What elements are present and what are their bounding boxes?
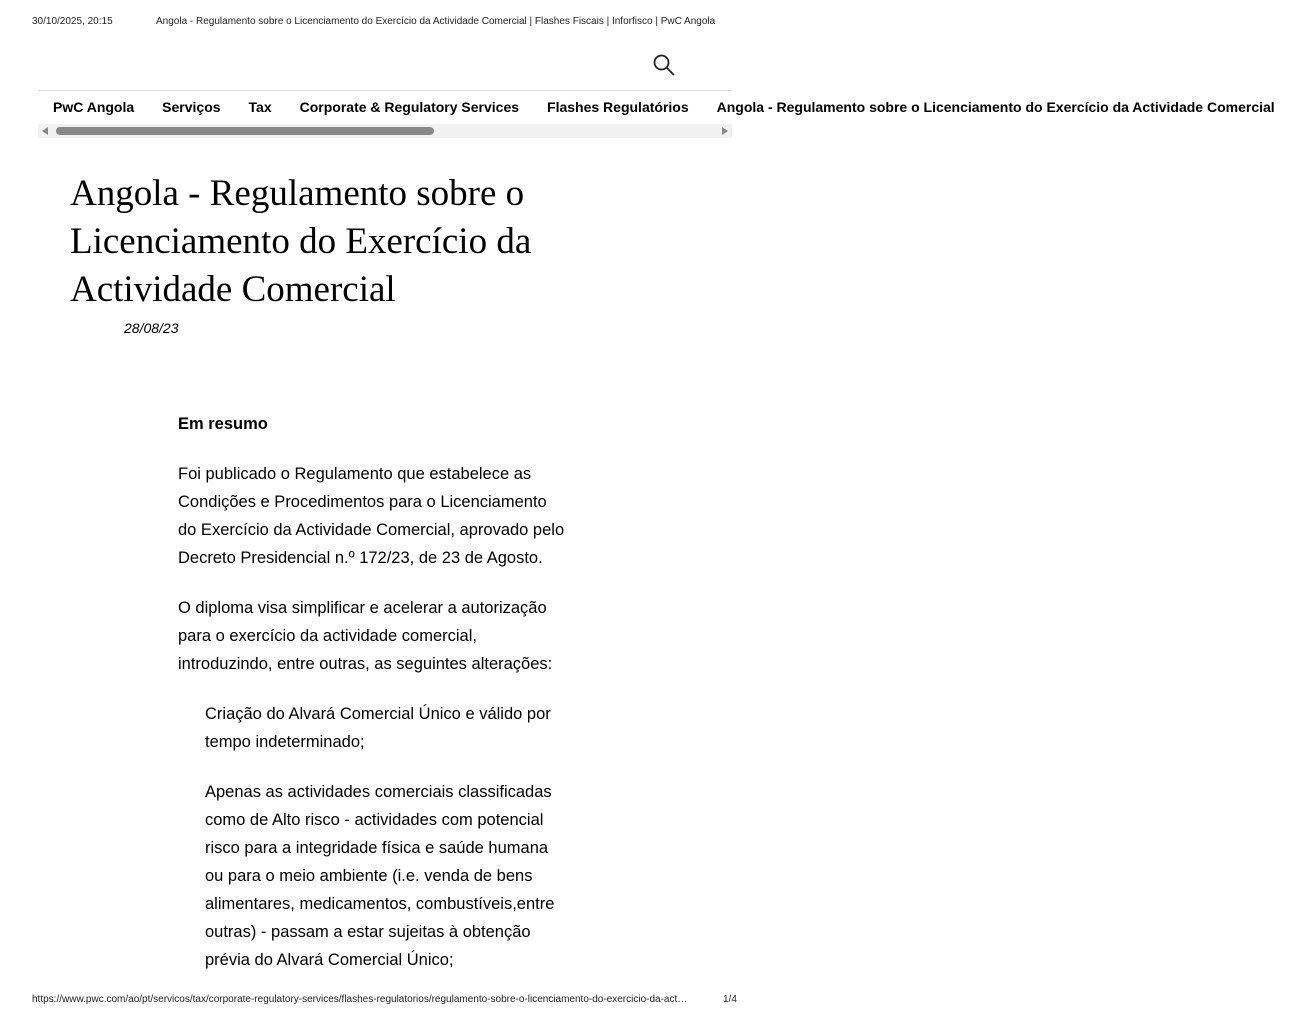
paragraph-line: Foi publicado o Regulamento que estabelece as (178, 465, 532, 483)
paragraph-2 (178, 594, 608, 678)
summary-heading: Em resumo (178, 415, 268, 433)
list-line: outras) - passam a estar sujeitas à obtenção (205, 923, 531, 941)
list-item-2 (205, 778, 608, 974)
print-timestamp: 30/10/2025, 20:15 (32, 16, 113, 27)
scroll-left-arrow-icon[interactable] (42, 127, 48, 135)
paragraph-line: O diploma visa simplificar e acelerar a autorização (178, 599, 547, 617)
paragraph-line: do Exercício da Actividade Comercial, aprovado pelo (178, 521, 565, 539)
nav-item-current-article[interactable]: Angola - Regulamento sobre o Licenciamento do Exercício da Actividade Comercial (716, 99, 1275, 115)
scroll-right-arrow-icon[interactable] (722, 127, 728, 135)
list-line: como de Alto risco - actividades com potencial (205, 811, 544, 829)
article-body (178, 410, 608, 996)
horizontal-scrollbar[interactable] (38, 124, 732, 138)
article-title: Angola - Regulamento sobre o Licenciamento do Exercício da Actividade Comercial (70, 173, 532, 310)
search-icon[interactable] (652, 53, 676, 77)
print-header (0, 16, 768, 32)
paragraph-line: para o exercício da actividade comercial, (178, 627, 477, 645)
print-page-title: Angola - Regulamento sobre o Licenciamento do Exercício da Actividade Comercial | Flashes Fiscais | Inforfisco | PwC Angola (156, 16, 716, 27)
print-url: https://www.pwc.com/ao/pt/servicos/tax/corporate-regulatory-services/flashes-regulatorios/regulamento-sobre-o-licenciamento-do-exercicio-da-act… (32, 994, 688, 1005)
print-page-number: 1/4 (723, 994, 737, 1005)
list-line: tempo indeterminado; (205, 733, 365, 751)
nav-item-tax[interactable]: Tax (248, 99, 272, 115)
list-line: risco para a integridade física e saúde humana (205, 839, 549, 857)
paragraph-line: introduzindo, entre outras, as seguintes alterações: (178, 655, 553, 673)
nav-item-pwc-angola[interactable]: PwC Angola (53, 99, 135, 115)
print-footer (0, 994, 768, 1010)
nav-item-corporate-regulatory[interactable]: Corporate & Regulatory Services (299, 99, 520, 115)
list-line: ou para o meio ambiente (i.e. venda de bens (205, 867, 533, 885)
list-line: alimentares, medicamentos, combustíveis,entre (205, 895, 555, 913)
list-line: Apenas as actividades comerciais classificadas (205, 783, 552, 801)
nav-item-flashes-regulatorios[interactable]: Flashes Regulatórios (547, 99, 689, 115)
scroll-thumb[interactable] (56, 127, 434, 135)
list-line: Criação do Alvará Comercial Único e válido por (205, 705, 551, 723)
nav-item-servicos[interactable]: Serviços (162, 99, 221, 115)
list-item-1 (205, 700, 608, 756)
list-line: prévia do Alvará Comercial Único; (205, 951, 454, 969)
paragraph-line: Condições e Procedimentos para o Licenciamento (178, 493, 547, 511)
paragraph-line: Decreto Presidencial n.º 172/23, de 23 de Agosto. (178, 549, 543, 567)
paragraph-1 (178, 460, 608, 572)
article-date: 28/08/23 (124, 320, 179, 336)
